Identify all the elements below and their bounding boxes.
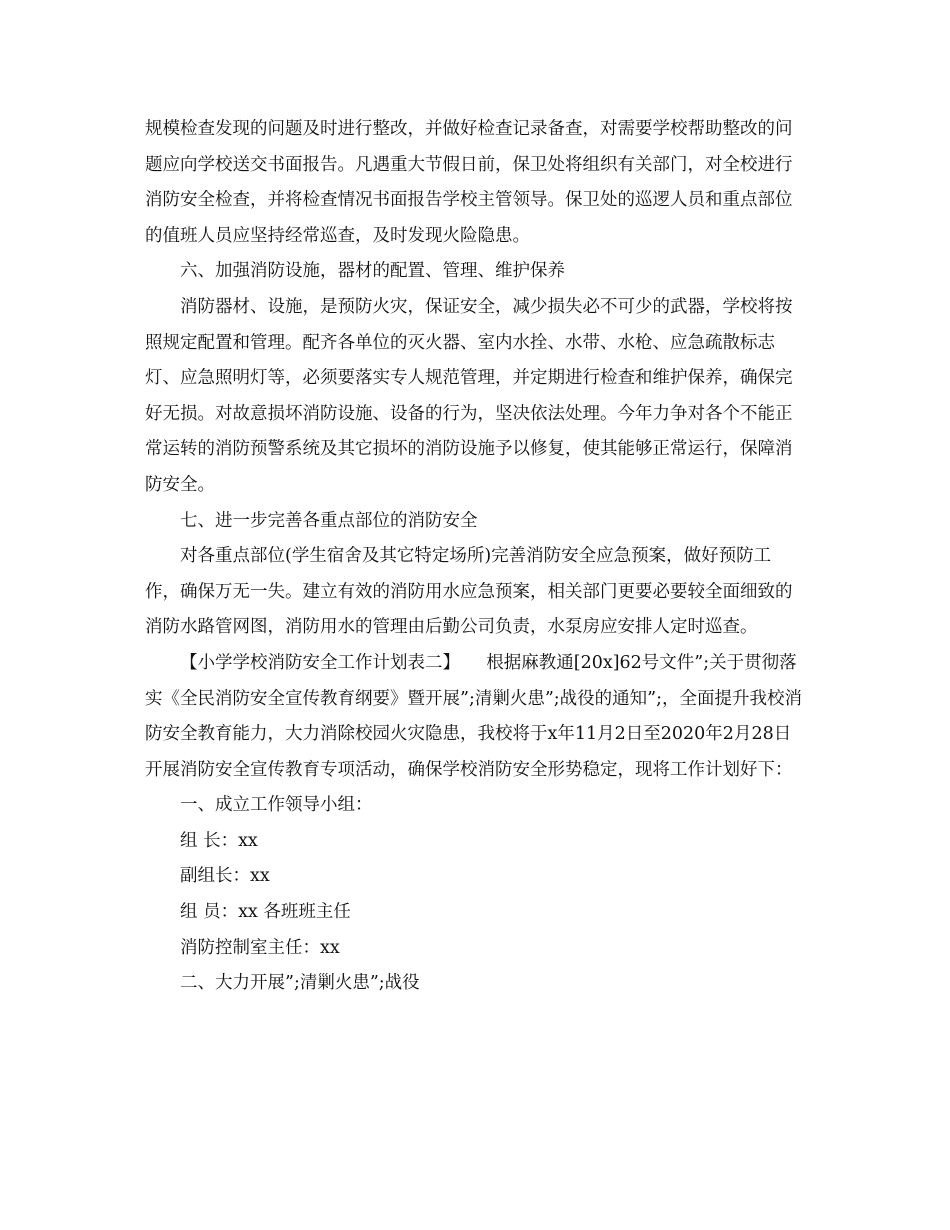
paragraph-plan-two-intro: 【小学学校消防安全工作计划表二】 根据麻教通[20x]62号文件”;关于贯彻落实《全民消防安全宣传教育纲要》暨开展”;清剿火患”;战役的通知”;，全面提升我校消防安全教育能力，大力消除校园火灾隐患，我校将于x年11月2日至2020年2月28日开展消防安全宣传教育专项活动，确保学校消防安全形势稳定，现将工作计划好下： xyxy=(145,652,803,780)
list-item-leadership-group: 一、成立工作领导小组： xyxy=(180,795,373,816)
list-item-members: 组 员：xx 各班班主任 xyxy=(180,902,351,923)
paragraph-equipment: 消防器材、设施，是预防火灾，保证安全，减少损失必不可少的武器，学校将按照规定配置和管理。配齐各单位的灭火器、室内水拴、水带、水枪、应急疏散标志灯、应急照明灯等，必须要落实专人规范管理，并定期进行检查和维护保养，确保完好无损。对故意损坏消防设施、设备的行为，坚决依法处理。今年力争对各个不能正常运转的消防预警系统及其它损坏的消防设施予以修复，使其能够正常运行，保障消防安全。 xyxy=(145,296,793,495)
section-heading-six: 六、加强消防设施，器材的配置、管理、维护保养 xyxy=(180,261,565,282)
section-heading-seven: 七、进一步完善各重点部位的消防安全 xyxy=(180,510,478,531)
list-item-deputy-leader: 副组长：xx xyxy=(180,866,270,887)
paragraph-inspection-continuation: 规模检查发现的问题及时进行整改，并做好检查记录备查，对需要学校帮助整改的问题应向学校送交书面报告。凡遇重大节假日前，保卫处将组织有关部门，对全校进行消防安全检查，并将检查情况书面报告学校主管领导。保卫处的巡逻人员和重点部位的值班人员应坚持经常巡查，及时发现火险隐患。 xyxy=(145,119,793,246)
list-item-campaign-heading: 二、大力开展”;清剿火患”;战役 xyxy=(180,973,420,994)
list-item-control-room-director: 消防控制室主任：xx xyxy=(180,937,340,958)
paragraph-key-locations: 对各重点部位(学生宿舍及其它特定场所)完善消防安全应急预案，做好预防工作，确保万无一失。建立有效的消防用水应急预案，相关部门更要必要较全面细致的消防水路管网图，消防用水的管理由后勤公司负责，水泵房应安排人定时巡查。 xyxy=(145,546,793,638)
document-body xyxy=(145,112,805,1002)
list-item-group-leader: 组 长：xx xyxy=(180,830,258,851)
